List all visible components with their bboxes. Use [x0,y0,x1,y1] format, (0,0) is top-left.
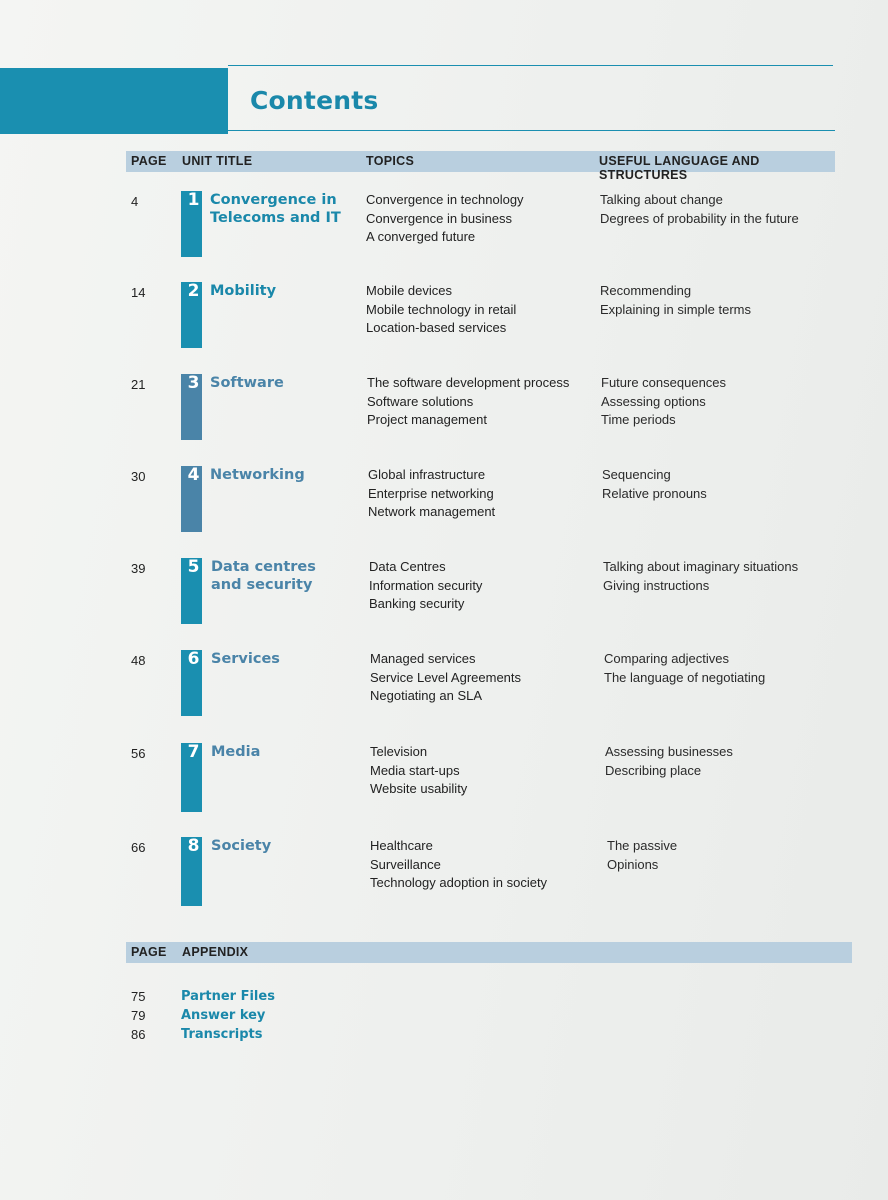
unit-title[interactable] [210,191,360,227]
unit-topics [369,558,599,614]
language-item: The language of negotiating [604,669,766,685]
topic-item: Mobile technology in retail [366,301,517,317]
language-item: Degrees of probability in the future [600,210,799,226]
topic-item: Television [370,744,428,759]
language-item: Assessing businesses [605,744,733,759]
topic-item: Convergence in technology [366,192,524,207]
unit-language [601,374,841,430]
topic-item: Website usability [370,781,468,796]
topic-item: Project management [367,412,487,427]
column-header-bar [126,151,835,182]
topic-item: Banking security [369,596,465,611]
language-item: Time periods [601,412,676,427]
appendix-title[interactable]: Transcripts [181,1027,263,1042]
unit-row-5[interactable] [0,558,888,650]
topic-item: Service Level Agreements [370,669,522,685]
unit-title[interactable] [211,650,361,668]
column-header-language: USEFUL LANGUAGE AND STRUCTURES [599,154,760,182]
unit-number: 6 [187,649,200,669]
unit-topics [368,466,598,522]
unit-title-line: Mobility [210,283,277,299]
unit-page-number: 39 [131,561,146,576]
column-header-page: PAGE [131,154,167,168]
language-item: Future consequences [601,375,727,390]
unit-number: 3 [187,373,200,393]
appendix-item[interactable] [0,989,888,1008]
unit-language [600,282,840,319]
unit-title-line: Society [211,838,272,854]
unit-page-number: 56 [131,746,146,761]
language-item: The passive [607,838,678,853]
unit-page-number: 14 [131,285,146,300]
appendix-item[interactable] [0,1027,888,1046]
unit-title[interactable] [211,558,361,594]
language-item: Relative pronouns [602,485,707,501]
unit-title-line: Data centres [211,559,316,575]
unit-title-line: Media [211,744,261,760]
appendix-page-number: 86 [131,1027,146,1042]
language-item: Describing place [605,762,702,778]
topic-item: Information security [369,577,483,593]
topic-item: Data Centres [369,559,446,574]
unit-title[interactable] [210,374,360,392]
unit-title[interactable] [211,743,361,761]
page-title: Contents [250,86,379,115]
unit-number: 7 [187,742,200,762]
unit-title[interactable] [210,466,360,484]
unit-topics [370,743,600,799]
column-header-topics: TOPICS [366,154,415,168]
unit-row-6[interactable] [0,650,888,742]
unit-row-7[interactable] [0,743,888,835]
unit-page-number: 48 [131,653,146,668]
appendix-header-page: PAGE [131,945,167,959]
topic-item: Network management [368,504,496,519]
unit-title[interactable] [211,837,361,855]
appendix-header-title: APPENDIX [182,945,249,959]
unit-title-line: Convergence in [210,192,337,208]
unit-language [600,191,840,228]
topic-item: Location-based services [366,320,507,335]
unit-number: 5 [187,557,200,577]
appendix-page-number: 75 [131,989,146,1004]
appendix-header-bar [126,942,852,963]
language-item: Recommending [600,283,692,298]
topic-item: Enterprise networking [368,485,494,501]
unit-language [607,837,847,874]
unit-row-4[interactable] [0,466,888,558]
unit-number: 1 [187,190,200,210]
header-rule-top [228,65,833,66]
topic-item: Negotiating an SLA [370,688,483,703]
unit-page-number: 21 [131,377,146,392]
unit-title-line: Services [211,651,280,667]
unit-page-number: 30 [131,469,146,484]
unit-row-3[interactable] [0,374,888,466]
unit-topics [366,282,596,338]
appendix-page-number: 79 [131,1008,146,1023]
unit-language [605,743,845,780]
language-item: Assessing options [601,393,706,409]
unit-row-1[interactable] [0,191,888,283]
unit-language [602,466,842,503]
topic-item: Mobile devices [366,283,452,298]
unit-topics [370,650,600,706]
appendix-title[interactable]: Partner Files [181,989,275,1004]
language-item: Opinions [607,856,659,872]
unit-language [603,558,843,595]
topic-item: Media start-ups [370,762,460,778]
unit-title-line: Software [210,375,284,391]
language-item: Talking about imaginary situations [603,559,799,574]
unit-row-2[interactable] [0,282,888,374]
topic-item: Global infrastructure [368,467,486,482]
unit-title[interactable] [210,282,360,300]
unit-row-8[interactable] [0,837,888,929]
header-rule-bottom [228,130,835,131]
unit-number: 2 [187,281,200,301]
appendix-item[interactable] [0,1008,888,1027]
language-item: Talking about change [600,192,723,207]
topic-item: Healthcare [370,838,433,853]
language-item: Sequencing [602,467,671,482]
unit-title-line: and security [211,577,313,593]
unit-number: 8 [187,836,200,856]
unit-topics [366,191,596,247]
topic-item: Technology adoption in society [370,875,548,890]
appendix-title[interactable]: Answer key [181,1008,266,1023]
unit-title-line: Networking [210,467,305,483]
unit-topics [367,374,597,430]
topic-item: A converged future [366,229,476,244]
header-color-band [0,68,228,134]
topic-item: Managed services [370,651,476,666]
column-header-unit-title: UNIT TITLE [182,154,253,168]
unit-language [604,650,844,687]
language-item: Giving instructions [603,577,710,593]
unit-number: 4 [187,465,200,485]
topic-item: Surveillance [370,856,441,872]
unit-title-line: Telecoms and IT [210,210,341,226]
unit-topics [370,837,600,893]
topic-item: Convergence in business [366,210,512,226]
unit-page-number: 66 [131,840,146,855]
topic-item: The software development process [367,375,570,390]
language-item: Explaining in simple terms [600,301,752,317]
unit-page-number: 4 [131,194,139,209]
language-item: Comparing adjectives [604,651,730,666]
topic-item: Software solutions [367,393,474,409]
